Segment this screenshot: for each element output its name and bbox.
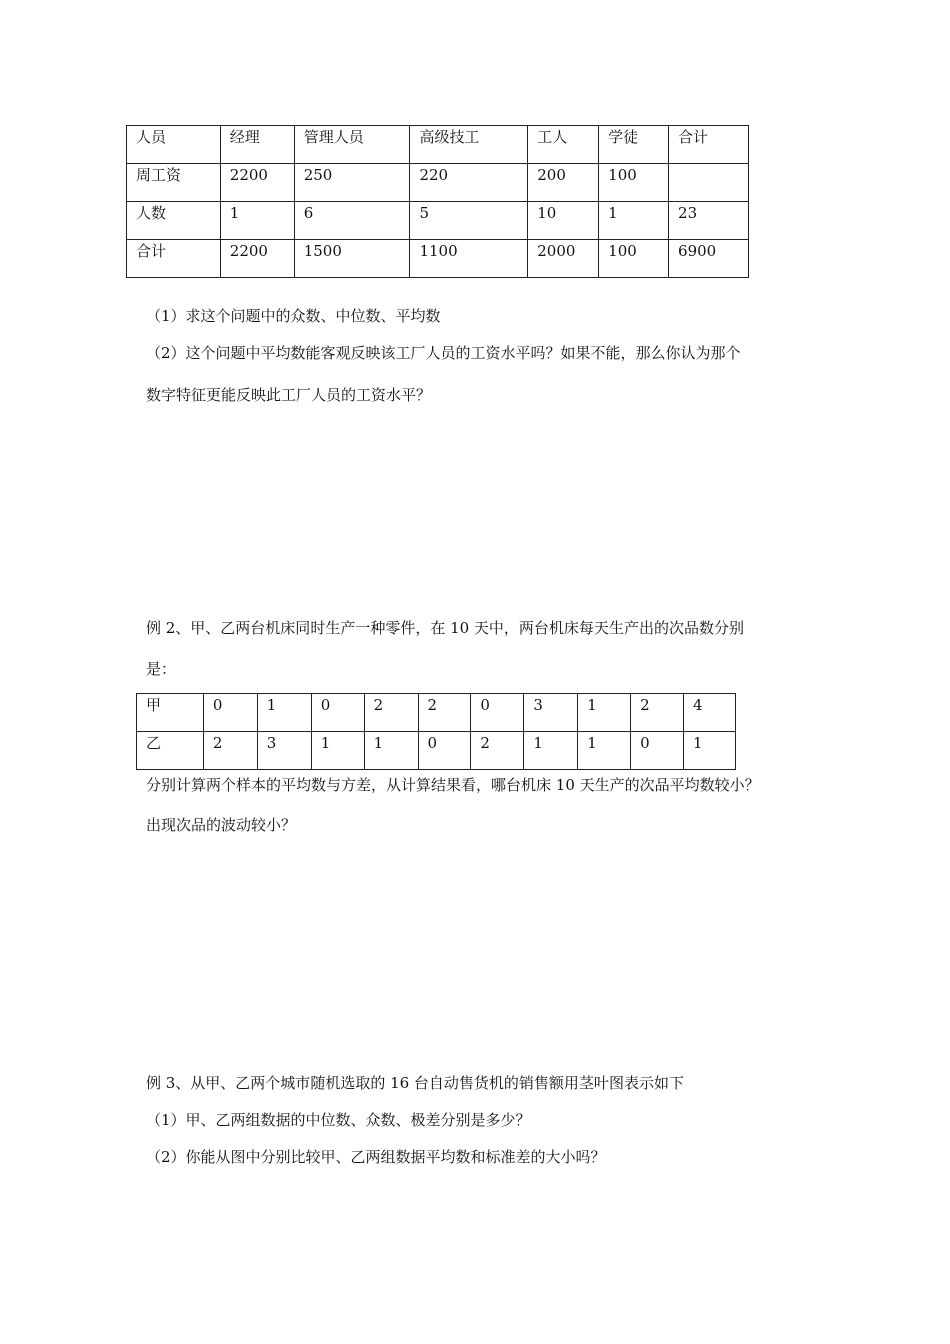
example2-intro-line1: 例 2、甲、乙两台机床同时生产一种零件，在 10 天中，两台机床每天生产出的次品数分别 xyxy=(146,619,744,637)
table-cell: 1 xyxy=(257,694,311,732)
table-cell: 6900 xyxy=(669,240,749,278)
table-cell: 3 xyxy=(257,732,311,770)
q1-part2-line1: （2）这个问题中平均数能客观反映该工厂人员的工资水平吗？如果不能，那么你认为那个 xyxy=(146,344,741,362)
table-cell: 1 xyxy=(220,202,294,240)
table-cell: 周工资 xyxy=(127,164,221,202)
table-cell: 100 xyxy=(599,164,669,202)
example2-question-line1: 分别计算两个样本的平均数与方差，从计算结果看，哪台机床 10 天生产的次品平均数较小？ xyxy=(146,776,760,794)
table-cell: 2 xyxy=(418,694,471,732)
table-cell: 1 xyxy=(578,694,631,732)
defect-table xyxy=(136,693,736,770)
table-cell: 1 xyxy=(364,732,418,770)
table-cell: 2200 xyxy=(220,240,294,278)
table-cell: 高级技工 xyxy=(410,126,528,164)
table-cell: 管理人员 xyxy=(294,126,410,164)
table-cell: 4 xyxy=(684,694,736,732)
table-cell: 100 xyxy=(599,240,669,278)
table-cell: 学徒 xyxy=(599,126,669,164)
table-cell: 1100 xyxy=(410,240,528,278)
table-cell: 0 xyxy=(631,732,684,770)
table-cell: 1 xyxy=(524,732,578,770)
table-row xyxy=(127,202,749,240)
table-cell: 0 xyxy=(311,694,364,732)
table-cell: 人数 xyxy=(127,202,221,240)
table-cell: 2 xyxy=(471,732,524,770)
table-cell: 工人 xyxy=(528,126,599,164)
table-cell: 1 xyxy=(684,732,736,770)
table-cell: 0 xyxy=(418,732,471,770)
table-cell: 250 xyxy=(294,164,410,202)
table-cell: 1 xyxy=(599,202,669,240)
example3-part1: （1）甲、乙两组数据的中位数、众数、极差分别是多少？ xyxy=(146,1111,531,1129)
table-row xyxy=(137,694,736,732)
salary-table xyxy=(126,125,749,278)
table-cell: 合计 xyxy=(127,240,221,278)
table-row xyxy=(127,164,749,202)
example2-intro-line2: 是： xyxy=(146,660,177,678)
table-cell: 2 xyxy=(631,694,684,732)
table-cell: 2 xyxy=(364,694,418,732)
example2-question-line2: 出现次品的波动较小？ xyxy=(146,816,297,834)
table-cell: 2200 xyxy=(220,164,294,202)
table-cell: 3 xyxy=(524,694,578,732)
table-cell: 220 xyxy=(410,164,528,202)
table-row xyxy=(127,126,749,164)
table-cell: 经理 xyxy=(220,126,294,164)
table-cell: 2000 xyxy=(528,240,599,278)
table-cell: 6 xyxy=(294,202,410,240)
table-cell: 5 xyxy=(410,202,528,240)
table-cell: 23 xyxy=(669,202,749,240)
table-cell: 0 xyxy=(471,694,524,732)
table-cell: 乙 xyxy=(137,732,204,770)
example3-intro: 例 3、从甲、乙两个城市随机选取的 16 台自动售货机的销售额用茎叶图表示如下 xyxy=(146,1074,684,1092)
table-cell: 2 xyxy=(203,732,257,770)
table-cell: 1500 xyxy=(294,240,410,278)
table-cell: 0 xyxy=(203,694,257,732)
table-cell: 1 xyxy=(311,732,364,770)
table-cell xyxy=(669,164,749,202)
example3-part2: （2）你能从图中分别比较甲、乙两组数据平均数和标准差的大小吗？ xyxy=(146,1148,606,1166)
table-cell: 1 xyxy=(578,732,631,770)
table-row xyxy=(137,732,736,770)
table-cell: 人员 xyxy=(127,126,221,164)
table-cell: 甲 xyxy=(137,694,204,732)
table-cell: 合计 xyxy=(669,126,749,164)
table-row xyxy=(127,240,749,278)
table-cell: 200 xyxy=(528,164,599,202)
table-cell: 10 xyxy=(528,202,599,240)
q1-part1: （1）求这个问题中的众数、中位数、平均数 xyxy=(146,307,441,325)
q1-part2-line2: 数字特征更能反映此工厂人员的工资水平？ xyxy=(146,386,432,404)
